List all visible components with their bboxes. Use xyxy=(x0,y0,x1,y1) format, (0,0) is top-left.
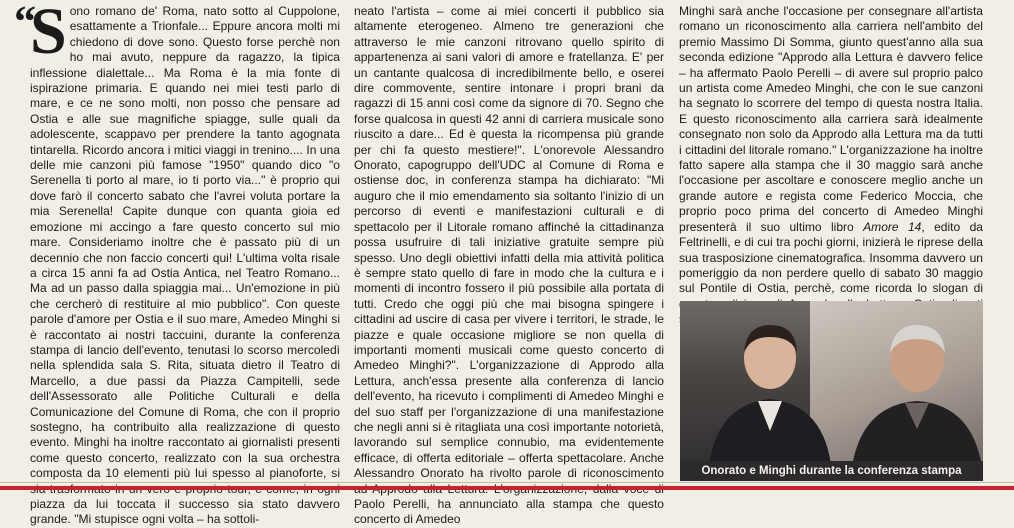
column-3-text-a: Minghi sarà anche l'occasione per consegnare all'artista romano un riconoscimento alla carriera nell'ambito del premio Massimo Di Somma, giunto quest'anno alla sua seconda edizione "Approdo alla Lettura è davvero felice – ha affermato Paolo Perelli – di avere sul proprio palco un artista come Amedeo Minghi, che con le sue canzoni ha segnato lo scorrere del tempo di questa nostra Italia. E questo riconoscimento alla carriera sarà idealmente consegnato non solo da Approdo alla Lettura ma da tutti i cittadini del litorale romano." L'organizzazione ha inoltre fatto sapere alla stampa che il 30 maggio sarà anche l'occasione per ascoltare e conoscere meglio anche un grande autore e regista come Federico Moccia, che proprio poco prima del concerto di Amedeo Minghi presenterà il suo ultimo libro xyxy=(679,4,983,234)
drop-cap: S xyxy=(30,0,67,68)
column-2-text: neato l'artista – come ai miei concerti il pubblico sia altamente eterogeneo. Almeno tre generazioni che attraverso le mie canzoni ritrovano quello spirito di appartenenza ai sani valori di amore e fratellanza. E' per un cantante qualcosa di incredibilmente bello, e oserei dire commovente, sentire intonare i propri brani da ragazzi di 15 anni così come da signore di 70. Segno che forse qualcosa in questi 42 anni di carriera musicale sono riuscito a dare... Ed è questa la ricompensa più grande per chi fa questo mestiere!". L'onorevole Alessandro Onorato, capogruppo dell'UDC al Comune di Roma e ostiense doc, in conferenza stampa ha dichiarato: "Mi auguro che il mio emendamento sia soltanto l'inizio di un percorso di eventi e manifestazioni culturali e di spettacolo per il Litorale romano affinché la cittadinanza possa usufruire di tali iniziative gratuite sempre più spesso. Uno degli obiettivi infatti della mia attività politica è sempre stato quello di fare in modo che la cultura e i momenti di incontro fossero il più possibile alla portata di tutti. Credo che oggi più che mai bisogna spingere i cittadini ad uscire di casa per vivere i territori, le strade, le piazze e quale occasione migliore se non quella di importanti momenti musicali come questo concerto di Amedeo Minghi?". L'organizzazione di Approdo alla Lettura, anch'essa presente alla conferenza di lancio dell'evento, ha ricevuto i complimenti di Amedeo Minghi e del suo staff per l'organizzazione di una manifestazione che negli anni si è ritagliata una così importante notorietà, lavorando sul semplice connubio, ma evidentemente efficace, di offerta editoriale – offerta spettacolare. Anche Alessandro Onorato ha rivolto parole di riconoscimento Paolo Perelli, ha annunciato alla stampa che questo concerto di Amedeo xyxy=(354,4,664,527)
opening-quote-mark: “ xyxy=(14,0,36,46)
photo-caption: Onorato e Minghi durante la conferenza stampa xyxy=(680,461,983,481)
column-1-text: ono romano de' Roma, nato sotto al Cuppolone, esattamente a Trionfale... Eppure ancora molti mi chiedono di dove sono. Questo forse perchè non ho mai avuto, neppure da ragazzo, la tipica inflessione dialettale... Ma Roma è la mia fonte di ispirazione primaria. E quando nei miei testi parlo di mare, e ce ne sono molti, non posso che pensare ad Ostia e alle sue magnifiche spiagge, sulle quali da adolescente, scappavo per prendere la tanto agognata tintarella. Ricordo ancora i mitici viaggi in trenino.... In una delle mie canzoni più famose "1950" quando dico "o Serenella ti porto al mare, io ti porto via..." è proprio qui dove farò il concerto sabato che l'avrei voluta portare la mia Serenella! Capite dunque con quanta gioia ed emozione mi accingo a fare questo concerto sul mio mare. Consideriamo inoltre che è passato più di un decennio che non faccio concerti qui! L'ultima volta risale a circa 15 anni fa ad Ostia Antica, nel Teatro Romano... Ma ad un passo dalla spiaggia mai... Un'emozione in più che cercherò di restituire al mio pubblico". Con queste parole d'amore per Ostia e il suo mare, Amedeo Minghi si è raccontato ai nostri taccuini, durante la conferenza stampa di lancio dell'evento, tenutasi lo scorso mercoledì nella splendida sala S. Rita, situata dietro il Teatro di Marcello, a due passi da Piazza Campitelli, sede dell'Assessorato alle Politiche Culturali e della Comunicazione del Comune di Roma, che con il proprio sostegno, ha contribuito alla realizzazione di questo evento. Minghi ha inoltre raccontato ai giornalisti presenti come questo concerto, realizzato con la sua orchestra composta da 10 elementi più lui spesso al pianoforte, si piazza da lui toccata il successo sia stato davvero grande. "Mi stupisce ogni volta – ha sottoli- xyxy=(30,4,340,527)
book-title: Amore 14 xyxy=(863,219,922,234)
bottom-divider xyxy=(0,482,1014,483)
article-photo xyxy=(680,301,983,481)
bottom-red-rule xyxy=(0,486,1014,490)
article-column-1 xyxy=(30,0,340,528)
person-minghi xyxy=(845,309,983,474)
person-onorato xyxy=(700,313,840,473)
article-column-2 xyxy=(354,4,664,528)
article-column-3 xyxy=(679,4,983,328)
column-3-text-b: , edito da Feltrinelli, e di cui tra pochi giorni, inizierà le riprese della sua trasposizione cinematografica. Insomma davvero un pomeriggio da non perdere quello di sabato 30 maggio sul Pontile di Ostia, perchè, come ricorda lo slogan di xyxy=(679,219,983,296)
